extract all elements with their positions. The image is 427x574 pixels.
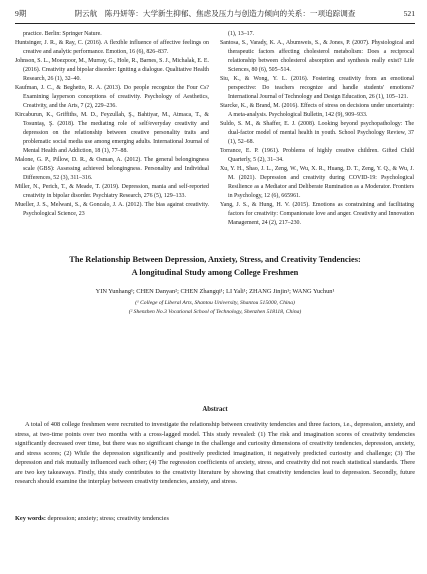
- reference-entry: Starcke, K., & Brand, M. (2016). Effects of stress on decisions under uncertainty: A meta-analysis. Psychological Bulletin, 142 (9), 909–933.: [220, 103, 414, 118]
- reference-entry: Miller, N., Perich, T., & Meade, T. (2019). Depression, mania and self-reported creativity in bipolar disorder. Psychiatry Research, 276 (5), 129–133.: [15, 184, 209, 199]
- affiliation-line: (² Shenzhen No.3 Vocational School of Technology, Shenzhen 518118, China): [128, 309, 302, 315]
- reference-entry: practice. Berlin: Springer Nature.: [23, 31, 102, 37]
- page-number: 521: [403, 9, 415, 18]
- issue-number: 9期: [15, 9, 27, 18]
- paper-title: [15, 253, 415, 279]
- header-rule: [15, 23, 415, 24]
- keywords-text: depression; anxiety; stress; creativity tendencies: [47, 515, 169, 522]
- references-left-column: [15, 30, 209, 219]
- reference-entry: Xu, Y. H., Shao, J. L., Zeng, W., Wu, X. R., Huang, D. T., Zeng, Y. Q., & Wu, J. M. (2021). Depression and creativity during COVID-19: Psychological Resilience as a Mediator and Deliberate Rumination as a Moderator. Frontiers in Psychology, 12 (6), 665961.: [220, 166, 414, 199]
- reference-entry: Malone, G. P., Pillow, D. R., & Osman, A. (2012). The general belongingness scale (GBS): Assessing achieved belongingness. Personality and Individual Differences, 52 (3), 311–316.: [15, 157, 209, 181]
- abstract-body: A total of 408 college freshmen were recruited to investigate the relationship between creativity tendencies and three factors, i.e., depression, anxiety, and stress, at two-time points over two months with a cross-lagged model. This study revealed: (1) The risk and imagination scores of creativity tendencies significantly decreased over time, but there was no significant change in the challenge and curiosity dimensions of creativity tendencies, depression, anxiety, and stress scores; (2) While the depression significantly and positively predicted imagination, it negatively predicted curiosity and challenge; (3) The depression and risk mutually influenced each other; (4) The regression coefficients of anxiety, stress, and creativity did not reach statistical standards. There are two key takeaways. Firstly, this study contributes to the creativity literature by showing that creativity tendencies lead to depression. Secondly, future research should examine the interplay between creativity tendencies, anxiety, and stress.: [15, 421, 415, 485]
- reference-entry: Mueller, J. S., Melwani, S., & Goncalo, J. A. (2012). The bias against creativity. Psychological Science, 23: [15, 202, 209, 217]
- affiliation-line: (¹ College of Liberal Arts, Shantou University, Shantou 515000, China): [135, 300, 295, 306]
- reference-entry: Santosa, S., Varady, K. A., Abumweis, S., & Jones, P. (2007). Physiological and therapeutic factors affecting cholesterol metabolism: Does a reciprocal relationship between cholesterol absorption and synthesis really exist? Life Sciences, 80 (6), 505–514.: [220, 40, 414, 73]
- paper-title-line: The Relationship Between Depression, Anxiety, Stress, and Creativity Tendencies:: [69, 255, 361, 264]
- author-list: YIN Yunhang¹; CHEN Danyan²; CHEN Zhangqi¹; LI Yali¹; ZHANG Jinjin¹; WANG Yuchun¹: [95, 288, 335, 295]
- reference-entry: Suldo, S. M., & Shaffer, E. J. (2008). Looking beyond psychopathology: The dual-factor model of mental health in youth. School Psychology Review, 37 (1), 52–68.: [220, 121, 414, 145]
- reference-entry: Torrance, E. P. (1961). Problems of highly creative children. Gifted Child Quarterly, 5 (2), 31–34.: [220, 148, 414, 163]
- reference-entry: Siu, K., & Wong, Y. L. (2016). Fostering creativity from an emotional perspective: Do teachers recognize and handle students' emotions? International Journal of Technology and Design Education, 26 (1), 105–121.: [220, 76, 414, 100]
- reference-entry: Yang, J. S., & Hung, H. V. (2015). Emotions as constraining and facilitating factors for creativity: Companionate love and anger. Creativity and Innovation Management, 24 (2), 217–230.: [220, 202, 414, 226]
- affiliations: [15, 299, 415, 317]
- reference-entry: (1), 13–17.: [228, 31, 255, 37]
- references-right-column: [220, 30, 414, 228]
- reference-entry: Huntsinger, J. R., & Ray, C. (2016). A flexible influence of affective feelings on creative and analytic performance. Emotion, 16 (6), 826–837.: [15, 40, 209, 55]
- abstract-heading: Abstract: [202, 406, 228, 413]
- running-title: 阴云航 陈丹妍等：大学新生抑郁、焦虑及压力与创造力倾向的关系：一项追踪调查: [74, 9, 356, 18]
- keywords-label: Key words:: [15, 515, 46, 522]
- keywords-line: [15, 514, 415, 524]
- reference-entry: Kircaburun, K., Griffiths, M. D., Feyzullah, Ş., Bahtiyar, M., Atmaca, T., & Tosuntaş, Ş. (2018). The mediating role of self/everyday creativity and depression on the relationship between creative personality traits and problematic social media use among emerging adults. International Journal of Mental Health and Addiction, 18 (1), 77–88.: [15, 112, 209, 154]
- reference-entry: Johnson, S. L., Moezpoor, M., Murray, G., Hole, R., Barnes, S. J., Michalak, E. E. (2016). Creativity and bipolar disorder: Igniting a dialogue. Qualitative Health Research, 26 (1), 32–40.: [15, 58, 209, 82]
- running-header: [15, 5, 415, 23]
- reference-entry: Kaufman, J. C., & Beghetto, R. A. (2013). Do people recognize the Four Cs? Examining layperson conceptions of creativity. Psychology of Aesthetics, Creativity, and the Arts, 7 (2), 229–236.: [15, 85, 209, 109]
- paper-title-line: A longitudinal Study among College Freshmen: [131, 268, 299, 277]
